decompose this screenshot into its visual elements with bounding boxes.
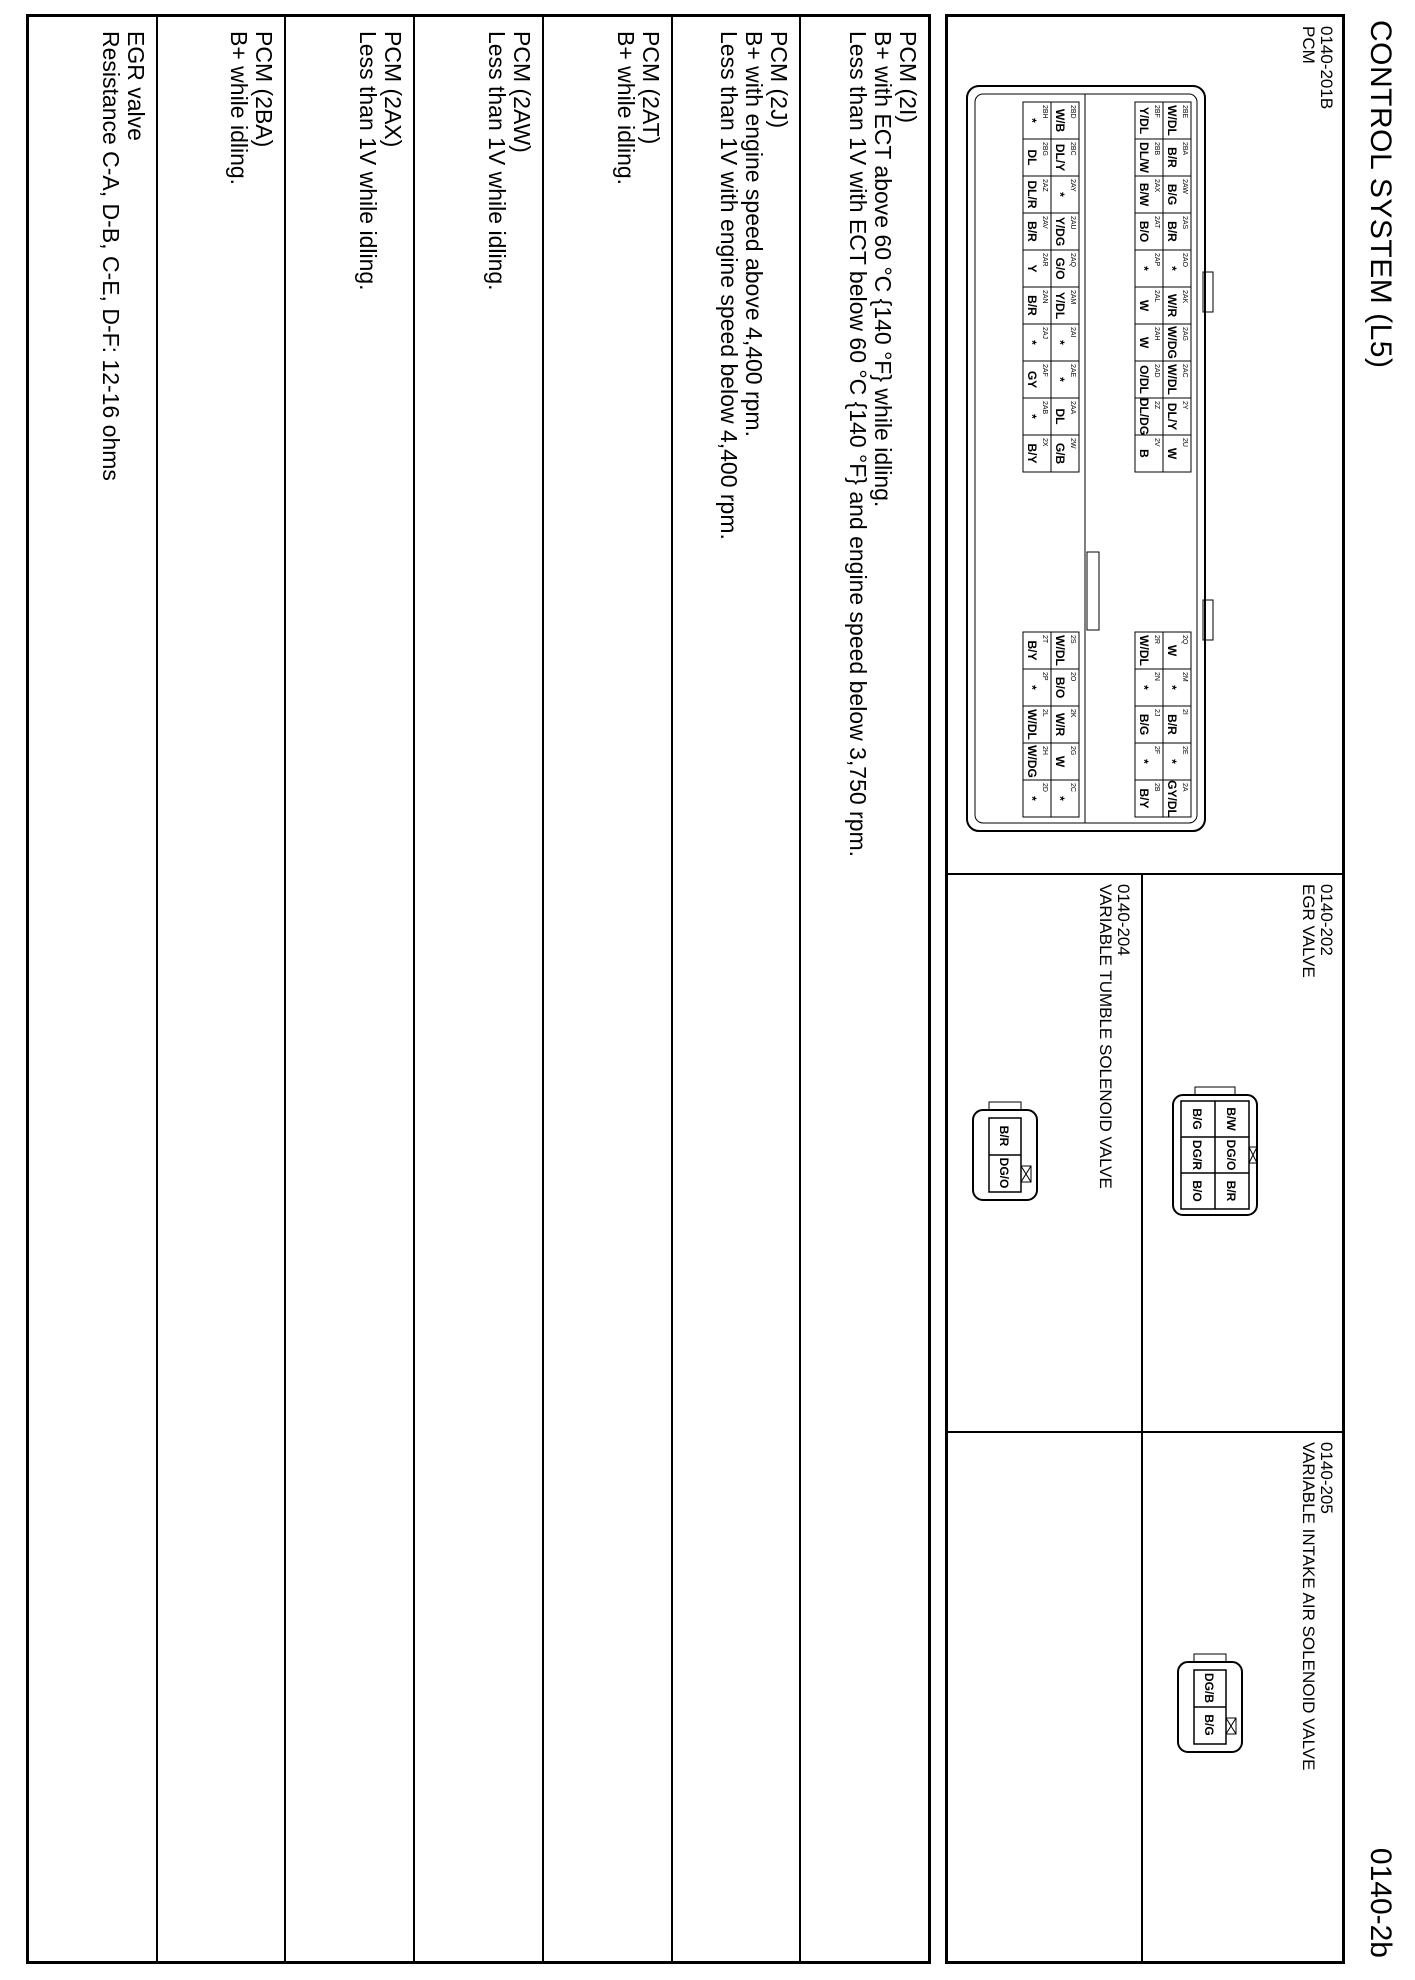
spec-line: B+ with engine speed above 4,400 rpm. <box>741 31 768 437</box>
pcm-pin-number: 2AA <box>1069 401 1076 415</box>
pcm-pin-number: 2AQ <box>1069 253 1076 268</box>
spec-title: PCM (2BA) <box>251 31 278 148</box>
pcm-pin-number: 2T <box>1041 635 1048 644</box>
pcm-pin-2AV <box>1023 213 1051 250</box>
pcm-pin-wire-color: * <box>1025 414 1039 419</box>
spec-row-pcm-2ax <box>284 17 413 1961</box>
pcm-pin-2BB <box>1135 139 1163 176</box>
pcm-pin-number: 2N <box>1153 672 1160 681</box>
spec-table <box>26 14 931 1964</box>
pcm-pin-number: 2W <box>1069 438 1076 449</box>
pcm-pin-number: 2U <box>1181 438 1188 447</box>
pcm-pin-number: 2AG <box>1181 327 1188 342</box>
pcm-pin-2AC <box>1163 361 1191 398</box>
pcm-pin-wire-color: B/Y <box>1025 640 1039 661</box>
egr-pin-3: B/R <box>1224 1180 1238 1202</box>
pcm-pin-2O <box>1051 669 1079 706</box>
pcm-pin-2P <box>1023 669 1051 706</box>
pcm-pin-number: 2AY <box>1069 179 1076 192</box>
pcm-pin-wire-color: W/R <box>1053 712 1067 737</box>
pcm-pin-2R <box>1135 632 1163 669</box>
pcm-pin-wire-color: DL/R <box>1025 180 1039 209</box>
pcm-pin-2AD <box>1135 361 1163 398</box>
pcm-pin-number: 2G <box>1069 746 1076 756</box>
pcm-pin-2AT <box>1135 213 1163 250</box>
pcm-pin-2AM <box>1051 287 1079 324</box>
pcm-pin-number: 2I <box>1181 709 1188 715</box>
pcm-pin-number: 2BG <box>1041 142 1048 157</box>
spec-title: PCM (2J) <box>766 31 793 129</box>
pcm-pin-number: 2AM <box>1069 290 1076 305</box>
pcm-pin-number: 2H <box>1041 746 1048 755</box>
pcm-pin-2AN <box>1023 287 1051 324</box>
pcm-pin-2AU <box>1051 213 1079 250</box>
egr-connector-name: EGR VALVE <box>1299 884 1318 978</box>
page-code: 0140-2b <box>1364 1847 1397 1958</box>
pcm-pin-2F <box>1135 743 1163 780</box>
pcm-pin-number: 2Y <box>1181 401 1188 410</box>
pcm-pin-wire-color: B <box>1137 449 1151 458</box>
pcm-pin-number: 2D <box>1041 783 1048 792</box>
spec-line: Less than 1V while idling. <box>355 31 382 291</box>
pcm-pin-wire-color: G/B <box>1053 442 1067 465</box>
pcm-pin-wire-color: * <box>1025 118 1039 123</box>
pcm-pin-number: 2B <box>1153 783 1160 792</box>
pcm-pin-wire-color: W <box>1137 336 1151 349</box>
pcm-pin-2AO <box>1163 250 1191 287</box>
spec-line: Less than 1V while idling. <box>483 31 510 291</box>
pcm-pin-2AS <box>1163 213 1191 250</box>
pcm-pin-wire-color: DL/Y <box>1053 143 1067 172</box>
spec-line: Resistance C-A, D-B, C-E, D-F: 12-16 ohms <box>97 31 124 481</box>
pcm-pin-2J <box>1135 706 1163 743</box>
pcm-pin-wire-color: W/DL <box>1137 635 1151 666</box>
pcm-pin-wire-color: B/R <box>1025 221 1039 242</box>
egr-pin-2: DG/O <box>1224 1139 1238 1171</box>
pcm-pin-wire-color: B/R <box>1165 147 1179 168</box>
pcm-pin-2AG <box>1163 324 1191 361</box>
pcm-pin-wire-color: B/G <box>1137 713 1151 736</box>
pcm-pin-wire-color: Y <box>1025 264 1039 273</box>
pcm-pin-number: 2S <box>1069 635 1076 644</box>
pcm-pin-wire-color: B/G <box>1165 183 1179 206</box>
pcm-pin-number: 2BH <box>1041 105 1048 119</box>
pcm-pin-number: 2BA <box>1181 142 1188 156</box>
pcm-pin-number: 2O <box>1069 672 1076 682</box>
pcm-pin-number: 2AS <box>1181 216 1188 230</box>
pcm-pin-wire-color: DL <box>1053 408 1067 425</box>
pcm-pin-2AX <box>1135 176 1163 213</box>
pcm-connector-diagram <box>957 80 1217 860</box>
pcm-connector-code: 0140-201B <box>1317 26 1336 110</box>
pcm-pin-2G <box>1051 743 1079 780</box>
pcm-pin-2AK <box>1163 287 1191 324</box>
pcm-pin-wire-color: * <box>1053 377 1067 382</box>
pcm-pin-wire-color: * <box>1165 685 1179 690</box>
pcm-pin-wire-color: G/O <box>1053 257 1067 280</box>
pcm-pin-2U <box>1163 435 1191 472</box>
pcm-pin-number: 2M <box>1181 672 1188 682</box>
pcm-pin-2BA <box>1163 139 1191 176</box>
pcm-pin-number: 2P <box>1041 672 1048 681</box>
pcm-pin-wire-color: GY <box>1025 370 1039 389</box>
egr-pin-6: B/O <box>1190 1180 1204 1202</box>
pcm-pin-number: 2BB <box>1153 142 1160 156</box>
pcm-pin-number: 2AW <box>1181 179 1188 194</box>
intake-pin-1: DG/B <box>1202 1673 1216 1703</box>
pcm-pin-number: 2BF <box>1153 105 1160 118</box>
pcm-pin-2BF <box>1135 102 1163 139</box>
pcm-pin-number: 2AH <box>1153 327 1160 341</box>
pcm-pin-wire-color: W <box>1165 644 1179 657</box>
spec-title: PCM (2AW) <box>508 31 535 153</box>
spec-row-pcm-2ba <box>156 17 285 1961</box>
pcm-pin-wire-color: B/R <box>1165 714 1179 735</box>
pcm-pin-2AW <box>1163 176 1191 213</box>
pcm-pin-2AB <box>1023 398 1051 435</box>
pcm-pin-number: 2AT <box>1153 216 1160 229</box>
pcm-pin-wire-color: * <box>1025 796 1039 801</box>
intake-connector-diagram <box>1170 1652 1250 1762</box>
pcm-pin-number: 2F <box>1153 746 1160 755</box>
pcm-pin-wire-color: B/R <box>1165 221 1179 242</box>
pcm-pin-number: 2V <box>1153 438 1160 447</box>
pcm-pin-2D <box>1023 780 1051 817</box>
pcm-pin-wire-color: W/DL <box>1165 105 1179 136</box>
pcm-pin-wire-color: Y/DG <box>1053 216 1067 247</box>
pcm-pin-2AE <box>1051 361 1079 398</box>
pcm-pin-2E <box>1163 743 1191 780</box>
pcm-pin-2H <box>1023 743 1051 780</box>
spec-title: PCM (2I) <box>895 31 921 123</box>
pcm-pin-2AA <box>1051 398 1079 435</box>
pcm-pin-number: 2AN <box>1041 290 1048 304</box>
pcm-pin-wire-color: DL/DG <box>1137 397 1151 436</box>
pcm-pin-wire-color: W/DG <box>1025 745 1039 778</box>
pcm-pin-number: 2K <box>1069 709 1076 718</box>
pcm-pin-number: 2C <box>1069 783 1076 792</box>
spec-row-pcm-2i <box>799 17 928 1961</box>
pcm-pin-number: 2BD <box>1069 105 1076 119</box>
pcm-pin-2T <box>1023 632 1051 669</box>
pcm-pin-number: 2AL <box>1153 290 1160 303</box>
pcm-pin-wire-color: Y/DL <box>1053 291 1067 320</box>
egr-connector-code: 0140-202 <box>1317 884 1336 956</box>
pcm-pin-2AL <box>1135 287 1163 324</box>
pcm-pin-number: 2AZ <box>1041 179 1048 192</box>
pcm-pin-2AI <box>1051 324 1079 361</box>
pcm-pin-2BD <box>1051 102 1079 139</box>
pcm-pin-number: 2E <box>1181 746 1188 755</box>
spec-line: B+ while idling. <box>226 31 253 186</box>
tumble-connector-diagram <box>965 1100 1045 1210</box>
pcm-pin-wire-color: B/Y <box>1025 443 1039 464</box>
pcm-pin-wire-color: B/R <box>1025 295 1039 316</box>
pcm-pin-2I <box>1163 706 1191 743</box>
pcm-pin-wire-color: * <box>1053 340 1067 345</box>
pcm-pin-wire-color: B/Y <box>1137 788 1151 809</box>
pcm-pin-2AZ <box>1023 176 1051 213</box>
pcm-pin-number: 2R <box>1153 635 1160 644</box>
tumble-connector-name: VARIABLE TUMBLE SOLENOID VALVE <box>1096 884 1115 1189</box>
pcm-pin-wire-color: * <box>1137 685 1151 690</box>
pcm-pin-wire-color: Y/DL <box>1137 106 1151 135</box>
spec-line: B+ while idling. <box>612 31 639 186</box>
tumble-connector-code: 0140-204 <box>1114 884 1133 956</box>
pcm-pin-2AJ <box>1023 324 1051 361</box>
pcm-pin-wire-color: * <box>1165 266 1179 271</box>
pcm-pin-2BH <box>1023 102 1051 139</box>
pcm-pin-wire-color: W/DL <box>1025 709 1039 740</box>
pcm-pin-number: 2AK <box>1181 290 1188 304</box>
egr-pin-4: B/G <box>1190 1108 1204 1130</box>
pcm-pin-number: 2AR <box>1041 253 1048 267</box>
pcm-pin-2L <box>1023 706 1051 743</box>
pcm-connector-name: PCM <box>1299 26 1318 64</box>
pcm-pin-2X <box>1023 435 1051 472</box>
pcm-pin-wire-color: W/DG <box>1165 326 1179 359</box>
pcm-pin-2BC <box>1051 139 1079 176</box>
pcm-pin-wire-color: W/DL <box>1053 635 1067 666</box>
pcm-pin-2A <box>1163 780 1191 817</box>
pcm-pin-number: 2AV <box>1041 216 1048 229</box>
pcm-pin-number: 2AC <box>1181 364 1188 378</box>
pcm-pin-number: 2BC <box>1069 142 1076 156</box>
spec-title: EGR valve <box>122 31 149 141</box>
pcm-pin-number: 2AU <box>1069 216 1076 230</box>
spec-line: Less than 1V with engine speed below 4,400 rpm. <box>716 31 743 540</box>
pcm-pin-wire-color: * <box>1137 266 1151 271</box>
pcm-pin-wire-color: DL/W <box>1137 142 1151 173</box>
spec-line: B+ with ECT above 60 °C {140 °F} while idling. <box>870 31 896 508</box>
pcm-pin-number: 2AE <box>1069 364 1076 378</box>
spec-title: PCM (2AX) <box>380 31 407 148</box>
pcm-pin-number: 2AP <box>1153 253 1160 267</box>
spec-row-pcm-2j <box>671 17 800 1961</box>
spec-row-egr-valve <box>29 17 156 1961</box>
intake-connector-name: VARIABLE INTAKE AIR SOLENOID VALVE <box>1299 1442 1318 1771</box>
intake-connector-code: 0140-205 <box>1317 1442 1336 1514</box>
pcm-key-slot <box>1087 552 1099 630</box>
spec-row-pcm-2aw <box>413 17 542 1961</box>
spec-line: Less than 1V with ECT below 60 °C {140 °F} and engine speed below 3,750 rpm. <box>845 31 871 858</box>
pcm-pin-wire-color: W/R <box>1165 293 1179 318</box>
pcm-pin-number: 2Z <box>1153 401 1160 410</box>
pcm-pin-wire-color: * <box>1025 685 1039 690</box>
pcm-pin-wire-color: B/O <box>1053 676 1067 699</box>
pcm-pin-2S <box>1051 632 1079 669</box>
pcm-pin-wire-color: B/O <box>1137 220 1151 243</box>
pcm-pin-2Q <box>1163 632 1191 669</box>
pcm-pin-2AR <box>1023 250 1051 287</box>
page-title: CONTROL SYSTEM (L5) <box>1364 20 1397 369</box>
pcm-pin-wire-color: O/DL <box>1137 365 1151 394</box>
pcm-pin-2K <box>1051 706 1079 743</box>
tumble-pin-2: DG/O <box>997 1157 1011 1189</box>
pcm-pin-wire-color: DL <box>1025 149 1039 166</box>
pcm-pin-2BE <box>1163 102 1191 139</box>
pcm-pin-wire-color: * <box>1025 340 1039 345</box>
tumble-pin-1: B/R <box>997 1125 1011 1147</box>
pcm-pin-number: 2J <box>1153 709 1160 717</box>
pcm-pin-wire-color: W <box>1137 299 1151 312</box>
pcm-pin-2N <box>1135 669 1163 706</box>
pcm-pin-number: 2AB <box>1041 401 1048 415</box>
pcm-pin-2W <box>1051 435 1079 472</box>
pcm-pin-2AF <box>1023 361 1051 398</box>
pcm-pin-wire-color: W <box>1165 447 1179 460</box>
pcm-pin-wire-color: * <box>1053 192 1067 197</box>
pcm-pin-2B <box>1135 780 1163 817</box>
pcm-pin-number: 2AF <box>1041 364 1048 377</box>
pcm-pin-wire-color: W/DL <box>1165 364 1179 395</box>
pcm-pin-number: 2X <box>1041 438 1048 447</box>
egr-pin-5: DG/R <box>1190 1140 1204 1170</box>
pcm-pin-number: 2AO <box>1181 253 1188 268</box>
pcm-pin-number: 2BE <box>1181 105 1188 119</box>
pcm-pin-wire-color: B/W <box>1137 182 1151 207</box>
egr-connector-diagram <box>1165 1085 1265 1225</box>
pcm-pin-2C <box>1051 780 1079 817</box>
pcm-pin-2Y <box>1163 398 1191 435</box>
pcm-pin-2BG <box>1023 139 1051 176</box>
pcm-pin-number: 2AJ <box>1041 327 1048 340</box>
pcm-pin-number: 2Q <box>1181 635 1188 645</box>
pcm-pin-wire-color: W/B <box>1053 108 1067 133</box>
pcm-pin-2Z <box>1135 398 1163 435</box>
pcm-pin-wire-color: DL/Y <box>1165 402 1179 431</box>
pcm-pin-2AQ <box>1051 250 1079 287</box>
pcm-pin-number: 2AI <box>1069 327 1076 338</box>
pcm-pin-number: 2A <box>1181 783 1188 792</box>
pcm-pin-number: 2AD <box>1153 364 1160 378</box>
pcm-pin-wire-color: * <box>1053 796 1067 801</box>
pcm-pin-2V <box>1135 435 1163 472</box>
spec-row-pcm-2at <box>542 17 671 1961</box>
spec-title: PCM (2AT) <box>637 31 664 145</box>
egr-pin-1: B/W <box>1224 1107 1238 1131</box>
pcm-pin-wire-color: GY/DL <box>1165 780 1179 817</box>
pcm-pin-2AH <box>1135 324 1163 361</box>
pcm-pin-wire-color: * <box>1165 759 1179 764</box>
pcm-pin-2AP <box>1135 250 1163 287</box>
pcm-pin-wire-color: W <box>1053 755 1067 768</box>
pcm-pin-2AY <box>1051 176 1079 213</box>
intake-pin-2: B/G <box>1202 1714 1216 1736</box>
pcm-pin-2M <box>1163 669 1191 706</box>
pcm-pin-number: 2AX <box>1153 179 1160 193</box>
pcm-pin-number: 2L <box>1041 709 1048 717</box>
pcm-pin-wire-color: * <box>1137 759 1151 764</box>
